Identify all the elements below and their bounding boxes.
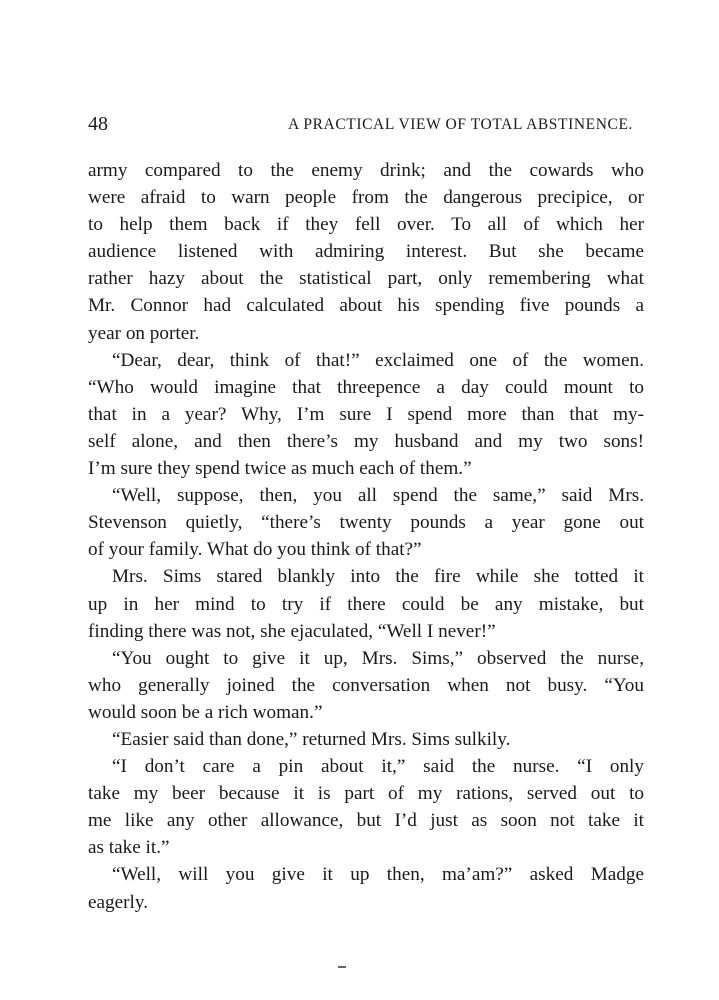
text-line: “Easier said than done,” returned Mrs. Sims sulkily. — [112, 728, 511, 750]
text-line: that in a year? Why, I’m sure I spend more than that my- — [88, 403, 644, 425]
text-line: year on porter. — [88, 322, 200, 344]
text-line: of your family. What do you think of that?” — [88, 539, 422, 561]
running-head: A PRACTICAL VIEW OF TOTAL ABSTINENCE. — [287, 116, 633, 133]
body-text — [88, 157, 644, 916]
text-line: up in her mind to try if there could be any mistake, but — [88, 593, 644, 615]
text-line: “You ought to give it up, Mrs. Sims,” observed the nurse, — [112, 647, 644, 669]
text-line: “Well, suppose, then, you all spend the same,” said Mrs. — [112, 485, 644, 507]
text-line: “Dear, dear, think of that!” exclaimed one of the women. — [112, 349, 644, 371]
text-line: were afraid to warn people from the dangerous precipice, or — [88, 187, 644, 209]
text-line: self alone, and then there’s my husband and my two sons! — [88, 430, 644, 452]
text-line: me like any other allowance, but I’d just as soon not take it — [88, 810, 644, 832]
text-line: “Well, will you give it up then, ma’am?” asked Madge — [112, 864, 644, 886]
text-line: rather hazy about the statistical part, only remembering what — [88, 268, 644, 290]
page-header — [88, 112, 633, 136]
text-line: Mr. Connor had calculated about his spending five pounds a — [88, 295, 644, 317]
text-line: who generally joined the conversation when not busy. “You — [88, 674, 644, 696]
text-line: as take it.” — [88, 837, 170, 859]
text-line: take my beer because it is part of my rations, served out to — [88, 783, 644, 805]
text-line: eagerly. — [88, 891, 149, 913]
text-line: “Who would imagine that threepence a day could mount to — [88, 376, 644, 398]
text-line: “I don’t care a pin about it,” said the nurse. “I only — [112, 756, 644, 778]
text-line: Mrs. Sims stared blankly into the fire while she totted it — [112, 566, 644, 588]
page-mark — [338, 966, 346, 968]
text-line: army compared to the enemy drink; and the cowards who — [88, 160, 644, 181]
text-line: to help them back if they fell over. To all of which her — [88, 214, 644, 236]
page-number: 48 — [88, 113, 108, 135]
text-line: Stevenson quietly, “there’s twenty pounds a year gone out — [88, 512, 644, 534]
text-line: finding there was not, she ejaculated, “Well I never!” — [88, 620, 496, 642]
text-line: I’m sure they spend twice as much each of them.” — [88, 458, 472, 480]
text-line: would soon be a rich woman.” — [88, 701, 323, 723]
text-line: audience listened with admiring interest. But she became — [88, 241, 644, 263]
